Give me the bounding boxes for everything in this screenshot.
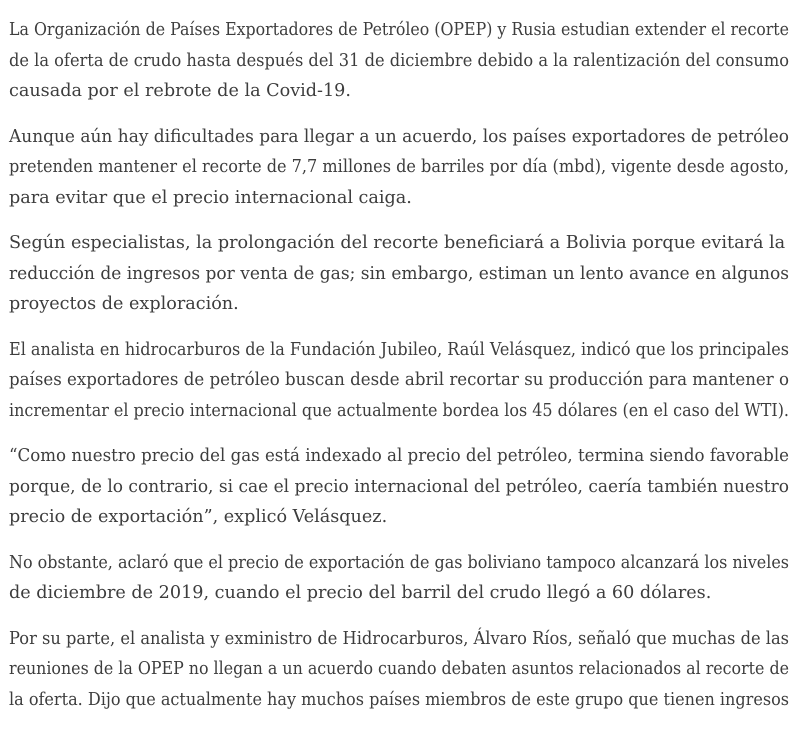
- paragraph-line: de diciembre de 2019, cuando el precio del barril del crudo llegó a 60 dólares.: [9, 583, 712, 603]
- paragraph-line: “Como nuestro precio del gas está indexado al precio del petróleo, termina siendo favorable: [9, 446, 789, 466]
- paragraph-line: Aunque aún hay dificultades para llegar a un acuerdo, los países exportadores de petróleo: [9, 126, 789, 147]
- article-body: [9, 15, 789, 730]
- paragraph-line: pretenden mantener el recorte de 7,7 millones de barriles por día (mbd), vigente desde agosto,: [9, 157, 789, 177]
- paragraph-line: para evitar que el precio internacional caiga.: [9, 187, 412, 208]
- paragraph-4: [9, 335, 789, 427]
- paragraph-5: [9, 441, 789, 533]
- paragraph-3: [9, 228, 789, 320]
- paragraph-line: No obstante, aclaró que el precio de exportación de gas boliviano tampoco alcanzará los niveles: [9, 552, 789, 573]
- paragraph-line: incrementar el precio internacional que actualmente bordea los 45 dólares (en el caso del WTI).: [9, 400, 789, 421]
- paragraph-line: Según especialistas, la prolongación del recorte beneficiará a Bolivia porque evitará la: [9, 233, 786, 253]
- paragraph-line: El analista en hidrocarburos de la Fundación Jubileo, Raúl Velásquez, indicó que los principales: [9, 339, 789, 360]
- paragraph-line: causada por el rebrote de la Covid-19.: [9, 81, 351, 101]
- paragraph-line: de la oferta de crudo hasta después del 31 de diciembre debido a la ralentización del consumo: [9, 50, 789, 71]
- paragraph-line: reducción de ingresos por venta de gas; sin embargo, estiman un lento avance en algunos: [9, 263, 789, 284]
- paragraph-7: [9, 624, 789, 716]
- paragraph-line: La Organización de Países Exportadores de Petróleo (OPEP) y Rusia estudian extender el recorte: [9, 20, 789, 40]
- paragraph-line: proyectos de exploración.: [9, 294, 239, 314]
- paragraph-1: [9, 15, 789, 107]
- paragraph-line: precio de exportación”, explicó Velásquez.: [9, 507, 388, 527]
- paragraph-line: porque, de lo contrario, si cae el precio internacional del petróleo, caería también nuestro: [9, 476, 789, 497]
- paragraph-line: países exportadores de petróleo buscan desde abril recortar su producción para mantener o: [9, 370, 789, 390]
- paragraph-line: reuniones de la OPEP no llegan a un acuerdo cuando debaten asuntos relacionados al recorte de: [9, 659, 789, 679]
- paragraph-6: [9, 548, 789, 609]
- paragraph-2: [9, 122, 789, 214]
- paragraph-line: Por su parte, el analista y exministro de Hidrocarburos, Álvaro Ríos, señaló que muchas de las: [9, 628, 789, 649]
- paragraph-line: la oferta. Dijo que actualmente hay muchos países miembros de este grupo que tienen ingresos: [9, 689, 789, 710]
